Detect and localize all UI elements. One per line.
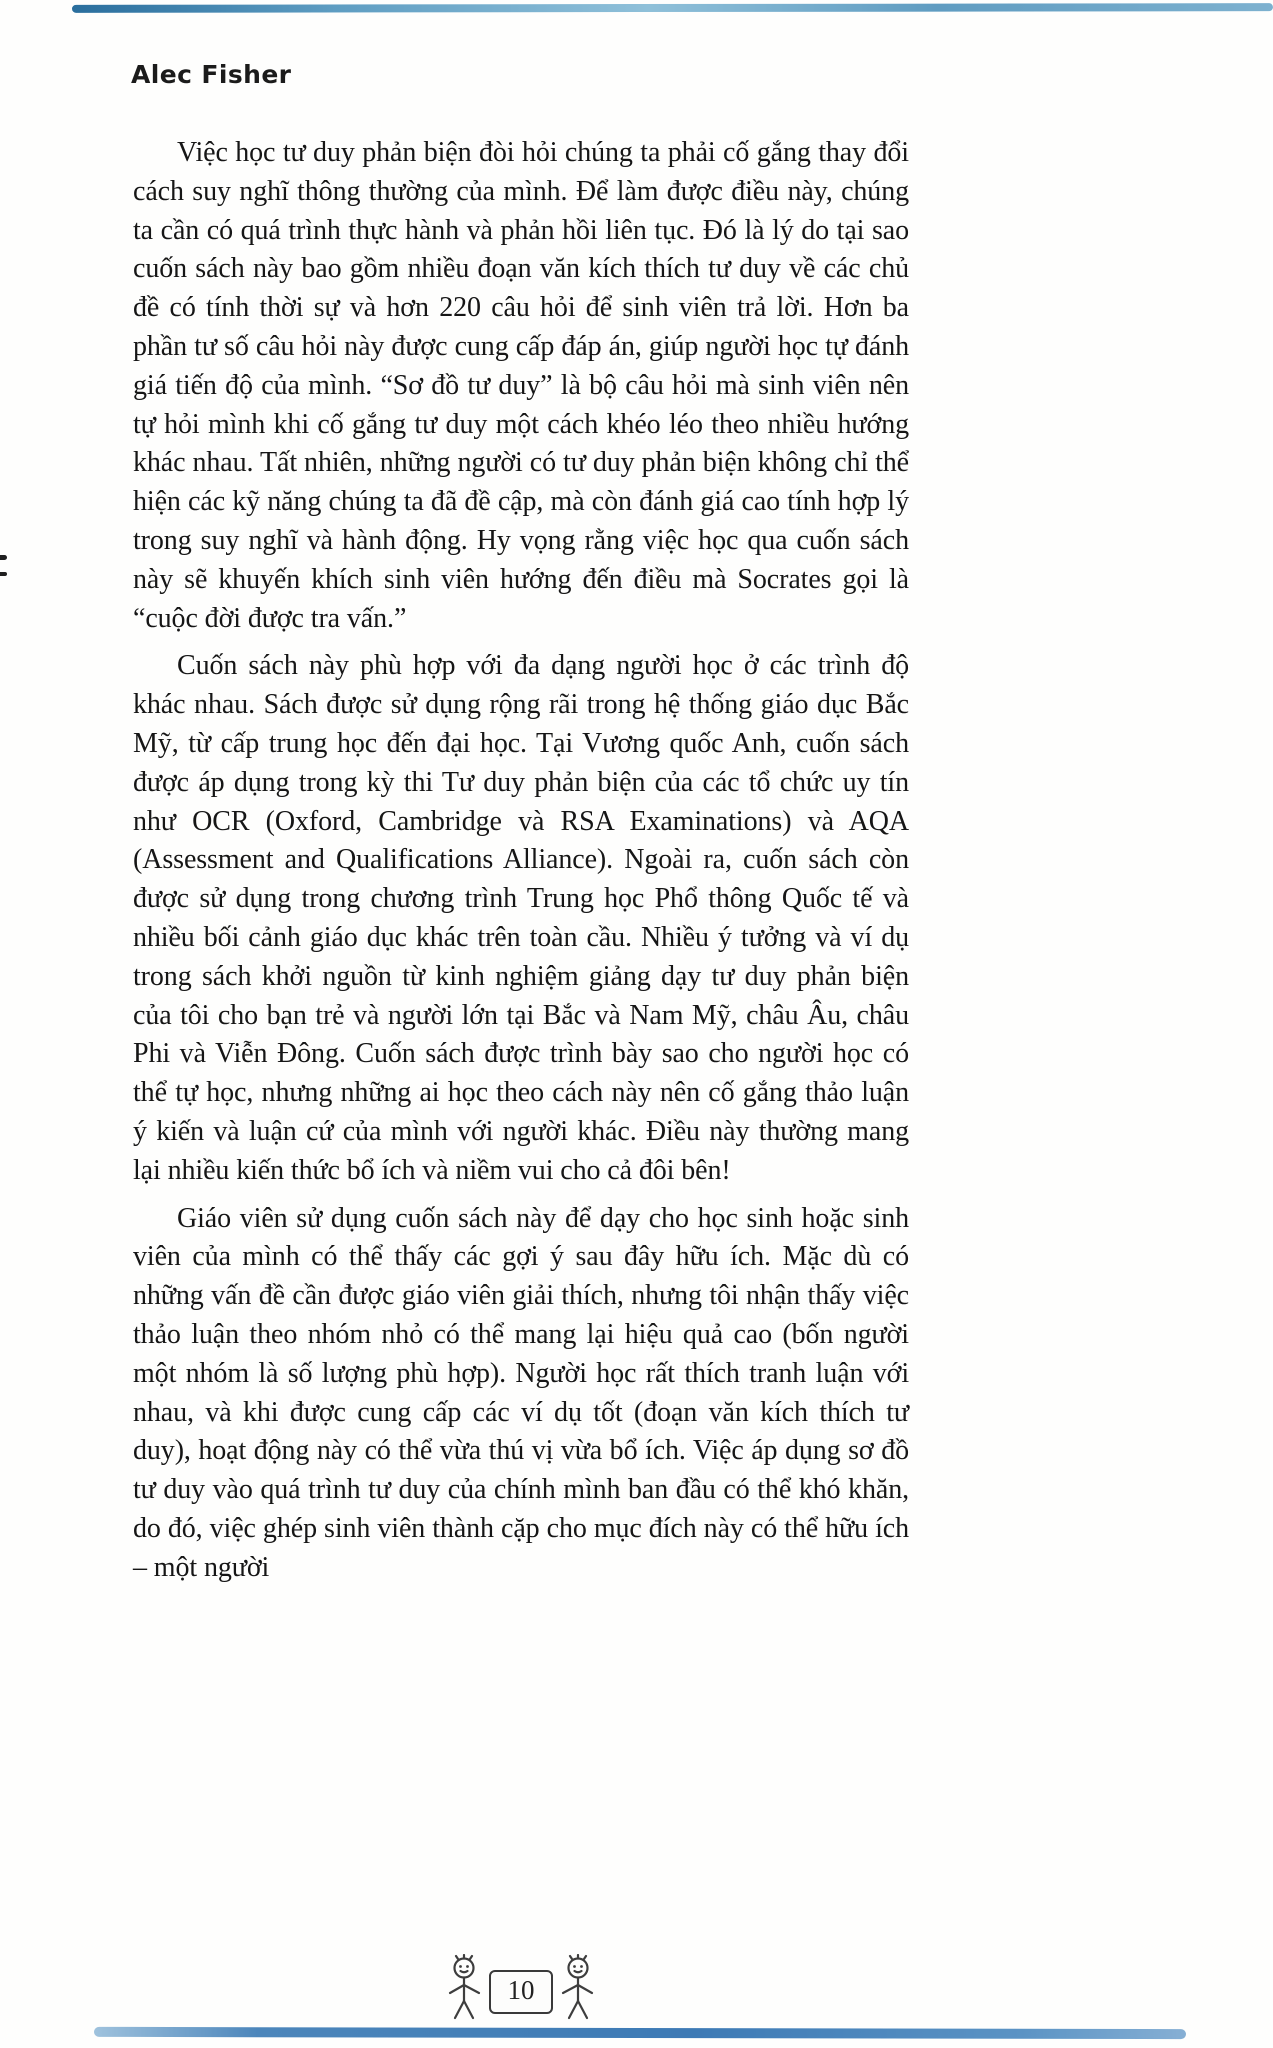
stick-figure-right-icon (557, 1954, 599, 2022)
page-content (133, 134, 909, 1596)
paragraph-2: Cuốn sách này phù hợp với đa dạng người học ở các trình độ khác nhau. Sách được sử dụng rộng rãi trong hệ thống giáo dục Bắc Mỹ, từ cấp trung học đến đại học. Tại Vương quốc Anh, cuốn sách được áp dụng trong kỳ thi Tư duy phản biện của các tổ chức uy tín như OCR (Oxford, Cambridge và RSA Examinations) và AQA (Assessment and Qualifications Alliance). Ngoài ra, cuốn sách còn được sử dụng trong chương trình Trung học Phổ thông Quốc tế và nhiều bối cảnh giáo dục khác trên toàn cầu. Nhiều ý tưởng và ví dụ trong sách khởi nguồn từ kinh nghiệm giảng dạy tư duy phản biện của tôi cho bạn trẻ và người lớn tại Bắc và Nam Mỹ, châu Âu, châu Phi và Viễn Đông. Cuốn sách được trình bày sao cho người học có thể tự học, nhưng những ai học theo cách này nên cố gắng thảo luận ý kiến và luận cứ của mình với người khác. Điều này thường mang lại nhiều kiến thức bổ ích và niềm vui cho cả đôi bên! (133, 650, 909, 1186)
page-footer (133, 1954, 909, 2022)
page-bottom-edge-decoration (94, 2027, 1186, 2039)
page-number-box (489, 1970, 553, 2014)
scan-artifact-mark (0, 572, 7, 576)
scan-artifact-mark (0, 555, 7, 560)
paragraph-3: Giáo viên sử dụng cuốn sách này để dạy cho học sinh hoặc sinh viên của mình có thể thấy các gợi ý sau đây hữu ích. Mặc dù có những vấn đề cần được giáo viên giải thích, nhưng tôi nhận thấy việc thảo luận theo nhóm nhỏ có thể mang lại hiệu quả cao (bốn người một nhóm là số lượng phù hợp). Người học rất thích tranh luận với nhau, và khi được cung cấp các ví dụ tốt (đoạn văn kích thích tư duy), hoạt động này có thể vừa thú vị vừa bổ ích. Việc áp dụng sơ đồ tư duy vào quá trình tư duy của chính mình ban đầu có thể khó khăn, do đó, việc ghép sinh viên thành cặp cho mục đích này có thể hữu ích – một người (133, 1202, 909, 1583)
stick-figure-left-icon (443, 1954, 485, 2022)
paragraph-1: Việc học tư duy phản biện đòi hỏi chúng ta phải cố gắng thay đổi cách suy nghĩ thông thường của mình. Để làm được điều này, chúng ta cần có quá trình thực hành và phản hồi liên tục. Đó là lý do tại sao cuốn sách này bao gồm nhiều đoạn văn kích thích tư duy về các chủ đề có tính thời sự và hơn 220 câu hỏi để sinh viên trả lời. Hơn ba phần tư số câu hỏi này được cung cấp đáp án, giúp người học tự đánh giá tiến độ của mình. “Sơ đồ tư duy” là bộ câu hỏi mà sinh viên nên tự hỏi mình khi cố gắng tư duy một cách khéo léo theo nhiều hướng khác nhau. Tất nhiên, những người có tư duy phản biện không chỉ thể hiện các kỹ năng chúng ta đã đề cập, mà còn đánh giá cao tính hợp lý trong suy nghĩ và hành động. Hy vọng rằng việc học qua cuốn sách này sẽ khuyến khích sinh viên hướng đến điều mà Socrates gọi là “cuộc đời được tra vấn.” (133, 137, 909, 634)
author-name: Alec Fisher (131, 60, 292, 89)
page-top-edge-decoration (72, 3, 1273, 13)
page-number: 10 (507, 1975, 535, 2005)
